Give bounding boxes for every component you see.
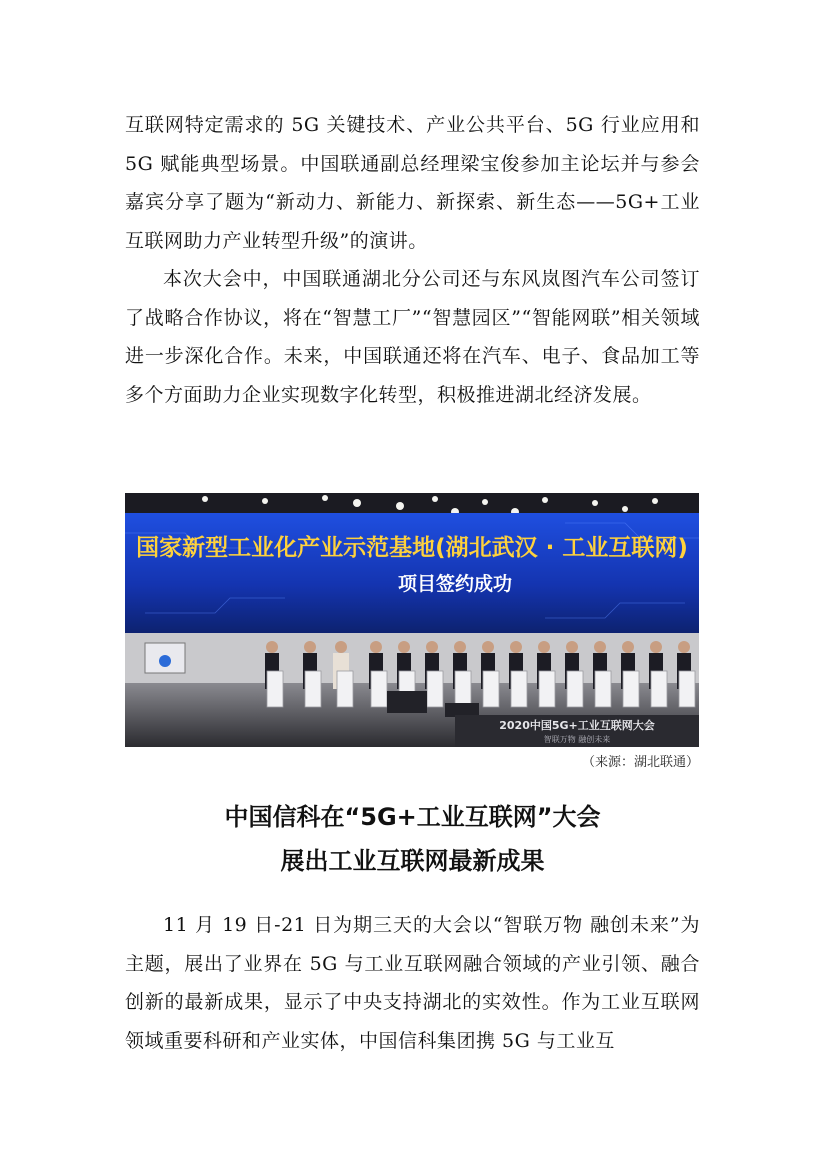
stage-banner-text: 2020中国5G+工业互联网大会 — [499, 719, 655, 732]
article-paragraph-1: 互联网特定需求的 5G 关键技术、产业公共平台、5G 行业应用和 5G 赋能典型场景。中国联通副总经理梁宝俊参加主论坛并与参会嘉宾分享了题为“新动力、新能力、新探索、新生态——5G+工业互联网助力产业转型升级”的演讲。 — [125, 114, 700, 252]
event-photo — [125, 493, 699, 747]
photo-caption: （来源：湖北联通） — [581, 755, 699, 770]
section-title-line-2: 展出工业互联网最新成果 — [280, 847, 545, 875]
section-paragraph-1: 11 月 19 日-21 日为期三天的大会以“智联万物 融创未来”为主题，展出了业界在 5G 与工业互联网融合领域的产业引领、融合创新的最新成果，显示了中央支持湖北的实效性。作为工业互联网领域重要科研和产业实体，中国信科集团携 5G 与工业互 — [125, 914, 700, 1052]
article-paragraph-2: 本次大会中，中国联通湖北分公司还与东风岚图汽车公司签订了战略合作协议，将在“智慧工厂”“智慧园区”“智能网联”相关领域进一步深化合作。未来，中国联通还将在汽车、电子、食品加工等多个方面助力企业实现数字化转型，积极推进湖北经济发展。 — [125, 268, 700, 406]
section-title-line-1: 中国信科在“5G+工业互联网”大会 — [224, 803, 601, 831]
section-body — [125, 906, 700, 1060]
screen-title-text: 国家新型工业化产业示范基地(湖北武汉 · 工业互联网) — [136, 535, 688, 561]
stage-slogan-text: 智联万物 融创未来 — [543, 735, 611, 744]
screen-subtitle-text: 项目签约成功 — [397, 573, 513, 595]
article-body — [125, 106, 700, 414]
